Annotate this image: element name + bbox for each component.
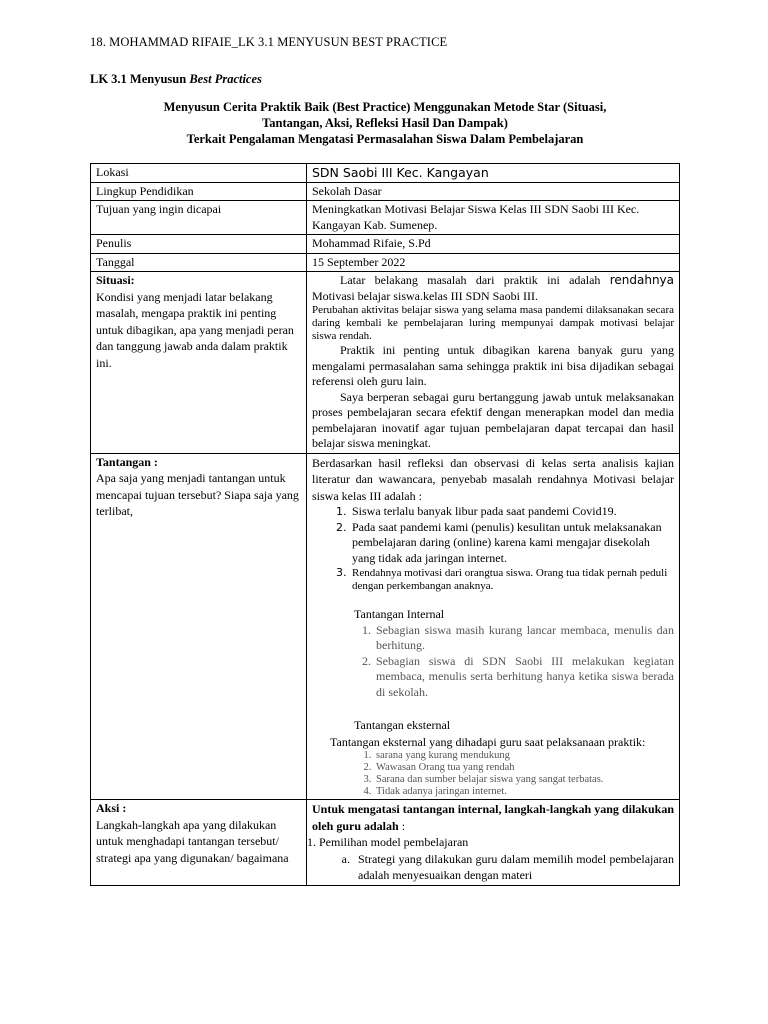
- aksi-prompt: Langkah-langkah apa yang dilakukan untuk menghadapi tantangan tersebut/ strategi apa yang digunakan/ bagaimana: [96, 817, 289, 865]
- lokasi-value: SDN Saobi III Kec. Kangayan: [307, 164, 680, 183]
- lk-title-italic: Best Practices: [189, 72, 262, 86]
- aksi-step-1a: [312, 851, 674, 884]
- table-row-tantangan: [91, 453, 680, 800]
- list-item: 4. Tidak adanya jaringan internet.: [374, 786, 674, 798]
- situasi-p2: Praktik ini penting untuk dibagikan karena banyak guru yang mengalami permasalahan sama sehingga praktik ini bisa dijadikan sebagai referensi oleh guru lain.: [312, 343, 674, 388]
- table-row-tujuan: [91, 201, 680, 235]
- heading-line-2: Tantangan, Aksi, Refleksi Hasil Dan Dampak): [262, 116, 508, 130]
- aksi-cell-left: [91, 800, 307, 886]
- situasi-cell-right: [307, 272, 680, 454]
- aksi-cell-right: [307, 800, 680, 886]
- tantangan-cell-right: [307, 453, 680, 800]
- best-practice-table: [90, 163, 680, 886]
- lk-title-prefix: LK 3.1 Menyusun: [90, 72, 190, 86]
- heading-line-1: Menyusun Cerita Praktik Baik (Best Practice) Menggunakan Metode Star (Situasi,: [163, 100, 607, 114]
- aksi-step-1a-letter: a.: [341, 851, 350, 866]
- tantangan-cell-left: [91, 453, 307, 800]
- table-row-situasi: [91, 272, 680, 454]
- list-item: 1. Sebagian siswa masih kurang lancar membaca, menulis dan berhitung.: [374, 623, 674, 654]
- lk-title: [90, 72, 262, 87]
- list-item: 3. Rendahnya motivasi dari orangtua siswa. Orang tua tidak pernah peduli dengan perkembangan anaknya.: [350, 566, 674, 593]
- tantangan-causes-list: [312, 504, 674, 593]
- tantangan-intro: Berdasarkan hasil refleksi dan observasi di kelas serta analisis kajian literatur dan wawancara, penyebab masalah rendahnya Motivasi belajar siswa kelas III adalah :: [312, 455, 674, 503]
- aksi-intro-bold: Untuk mengatasi tantangan internal, langkah-langkah yang dilakukan oleh guru adalah: [312, 802, 674, 833]
- table-row-aksi: [91, 800, 680, 886]
- penulis-value: Mohammad Rifaie, S.Pd: [307, 235, 680, 254]
- tanggal-label: Tanggal: [91, 253, 307, 272]
- aksi-label: Aksi :: [96, 801, 127, 815]
- aksi-intro-tail: :: [398, 818, 406, 833]
- aksi-step-1-number: 1.: [307, 835, 316, 849]
- table-row-penulis: [91, 235, 680, 254]
- table-row-tanggal: [91, 253, 680, 272]
- aksi-step-1: [307, 834, 674, 851]
- tujuan-value: Meningkatkan Motivasi Belajar Siswa Kelas III SDN Saobi III Kec. Kangayan Kab. Sumenep.: [307, 201, 680, 235]
- aksi-step-1a-text: Strategi yang dilakukan guru dalam memilih model pembelajaran adalah menyesuaikan dengan materi: [358, 851, 674, 882]
- lingkup-value: Sekolah Dasar: [307, 182, 680, 201]
- table-row-lokasi: [91, 164, 680, 183]
- table-row-lingkup: [91, 182, 680, 201]
- aksi-step-1-text: Pemilihan model pembelajaran: [319, 835, 469, 849]
- lingkup-label: Lingkup Pendidikan: [91, 182, 307, 201]
- heading-line-3: Terkait Pengalaman Mengatasi Permasalahan Siswa Dalam Pembelajaran: [186, 132, 584, 146]
- tantangan-internal-title: Tantangan Internal: [354, 607, 445, 621]
- penulis-label: Penulis: [91, 235, 307, 254]
- list-item: 1. Siswa terlalu banyak libur pada saat pandemi Covid19.: [350, 504, 674, 520]
- tantangan-external-title: Tantangan eksternal: [354, 718, 451, 732]
- tantangan-external-intro: Tantangan eksternal yang dihadapi guru saat pelaksanaan praktik:: [330, 734, 646, 749]
- document-heading: [90, 99, 680, 147]
- situasi-cell-left: [91, 272, 307, 454]
- list-item: 1. sarana yang kurang mendukung: [374, 750, 674, 762]
- situasi-p3: Saya berperan sebagai guru bertanggung jawab untuk melaksanakan proses pembelajaran secara efektif dengan menerapkan model dan media pembelajaran inovatif agar tujuan pembelajaran dapat tercapai dan hasil belajar siswa meningkat.: [312, 389, 674, 450]
- situasi-p1-b: rendahnya: [609, 273, 674, 287]
- situasi-p1-a: Latar belakang masalah dari praktik ini adalah: [340, 273, 601, 287]
- list-item: 2. Sebagian siswa di SDN Saobi III melakukan kegiatan membaca, menulis serta berhitung hanya ketika siswa berada di sekolah.: [374, 654, 674, 701]
- situasi-p1-c: Motivasi belajar siswa.kelas III SDN Saobi III.: [312, 288, 538, 303]
- lokasi-label: Lokasi: [91, 164, 307, 183]
- list-item: 3. Sarana dan sumber belajar siswa yang sangat terbatas.: [374, 774, 674, 786]
- tanggal-value: 15 September 2022: [307, 253, 680, 272]
- situasi-prompt: Kondisi yang menjadi latar belakang masalah, mengapa praktik ini penting untuk dibagikan, apa yang menjadi peran dan tanggung jawab anda dalam praktik ini.: [96, 289, 294, 370]
- tantangan-external-list: [312, 750, 674, 798]
- situasi-label: Situasi:: [96, 273, 135, 287]
- list-item: 2. Wawasan Orang tua yang rendah: [374, 762, 674, 774]
- tantangan-prompt: Apa saja yang menjadi tantangan untuk mencapai tujuan tersebut? Siapa saja yang terlibat,: [96, 471, 299, 518]
- tantangan-internal-list: [312, 623, 674, 701]
- tantangan-label: Tantangan :: [96, 454, 158, 469]
- page-header: 18. MOHAMMAD RIFAIE_LK 3.1 MENYUSUN BEST PRACTICE: [90, 35, 448, 49]
- tujuan-label: Tujuan yang ingin dicapai: [91, 201, 307, 235]
- list-item: 2. Pada saat pandemi kami (penulis) kesulitan untuk melaksanakan pembelajaran daring (online) karena kami mengajar disekolah yang tidak ada jaringan internet.: [350, 520, 674, 567]
- situasi-p1-small: Perubahan aktivitas belajar siswa yang selama masa pandemi dilaksanakan secara daring kembali ke pembelajaran luring mempunyai dampak motivasi belajar siswa rendah.: [312, 304, 674, 342]
